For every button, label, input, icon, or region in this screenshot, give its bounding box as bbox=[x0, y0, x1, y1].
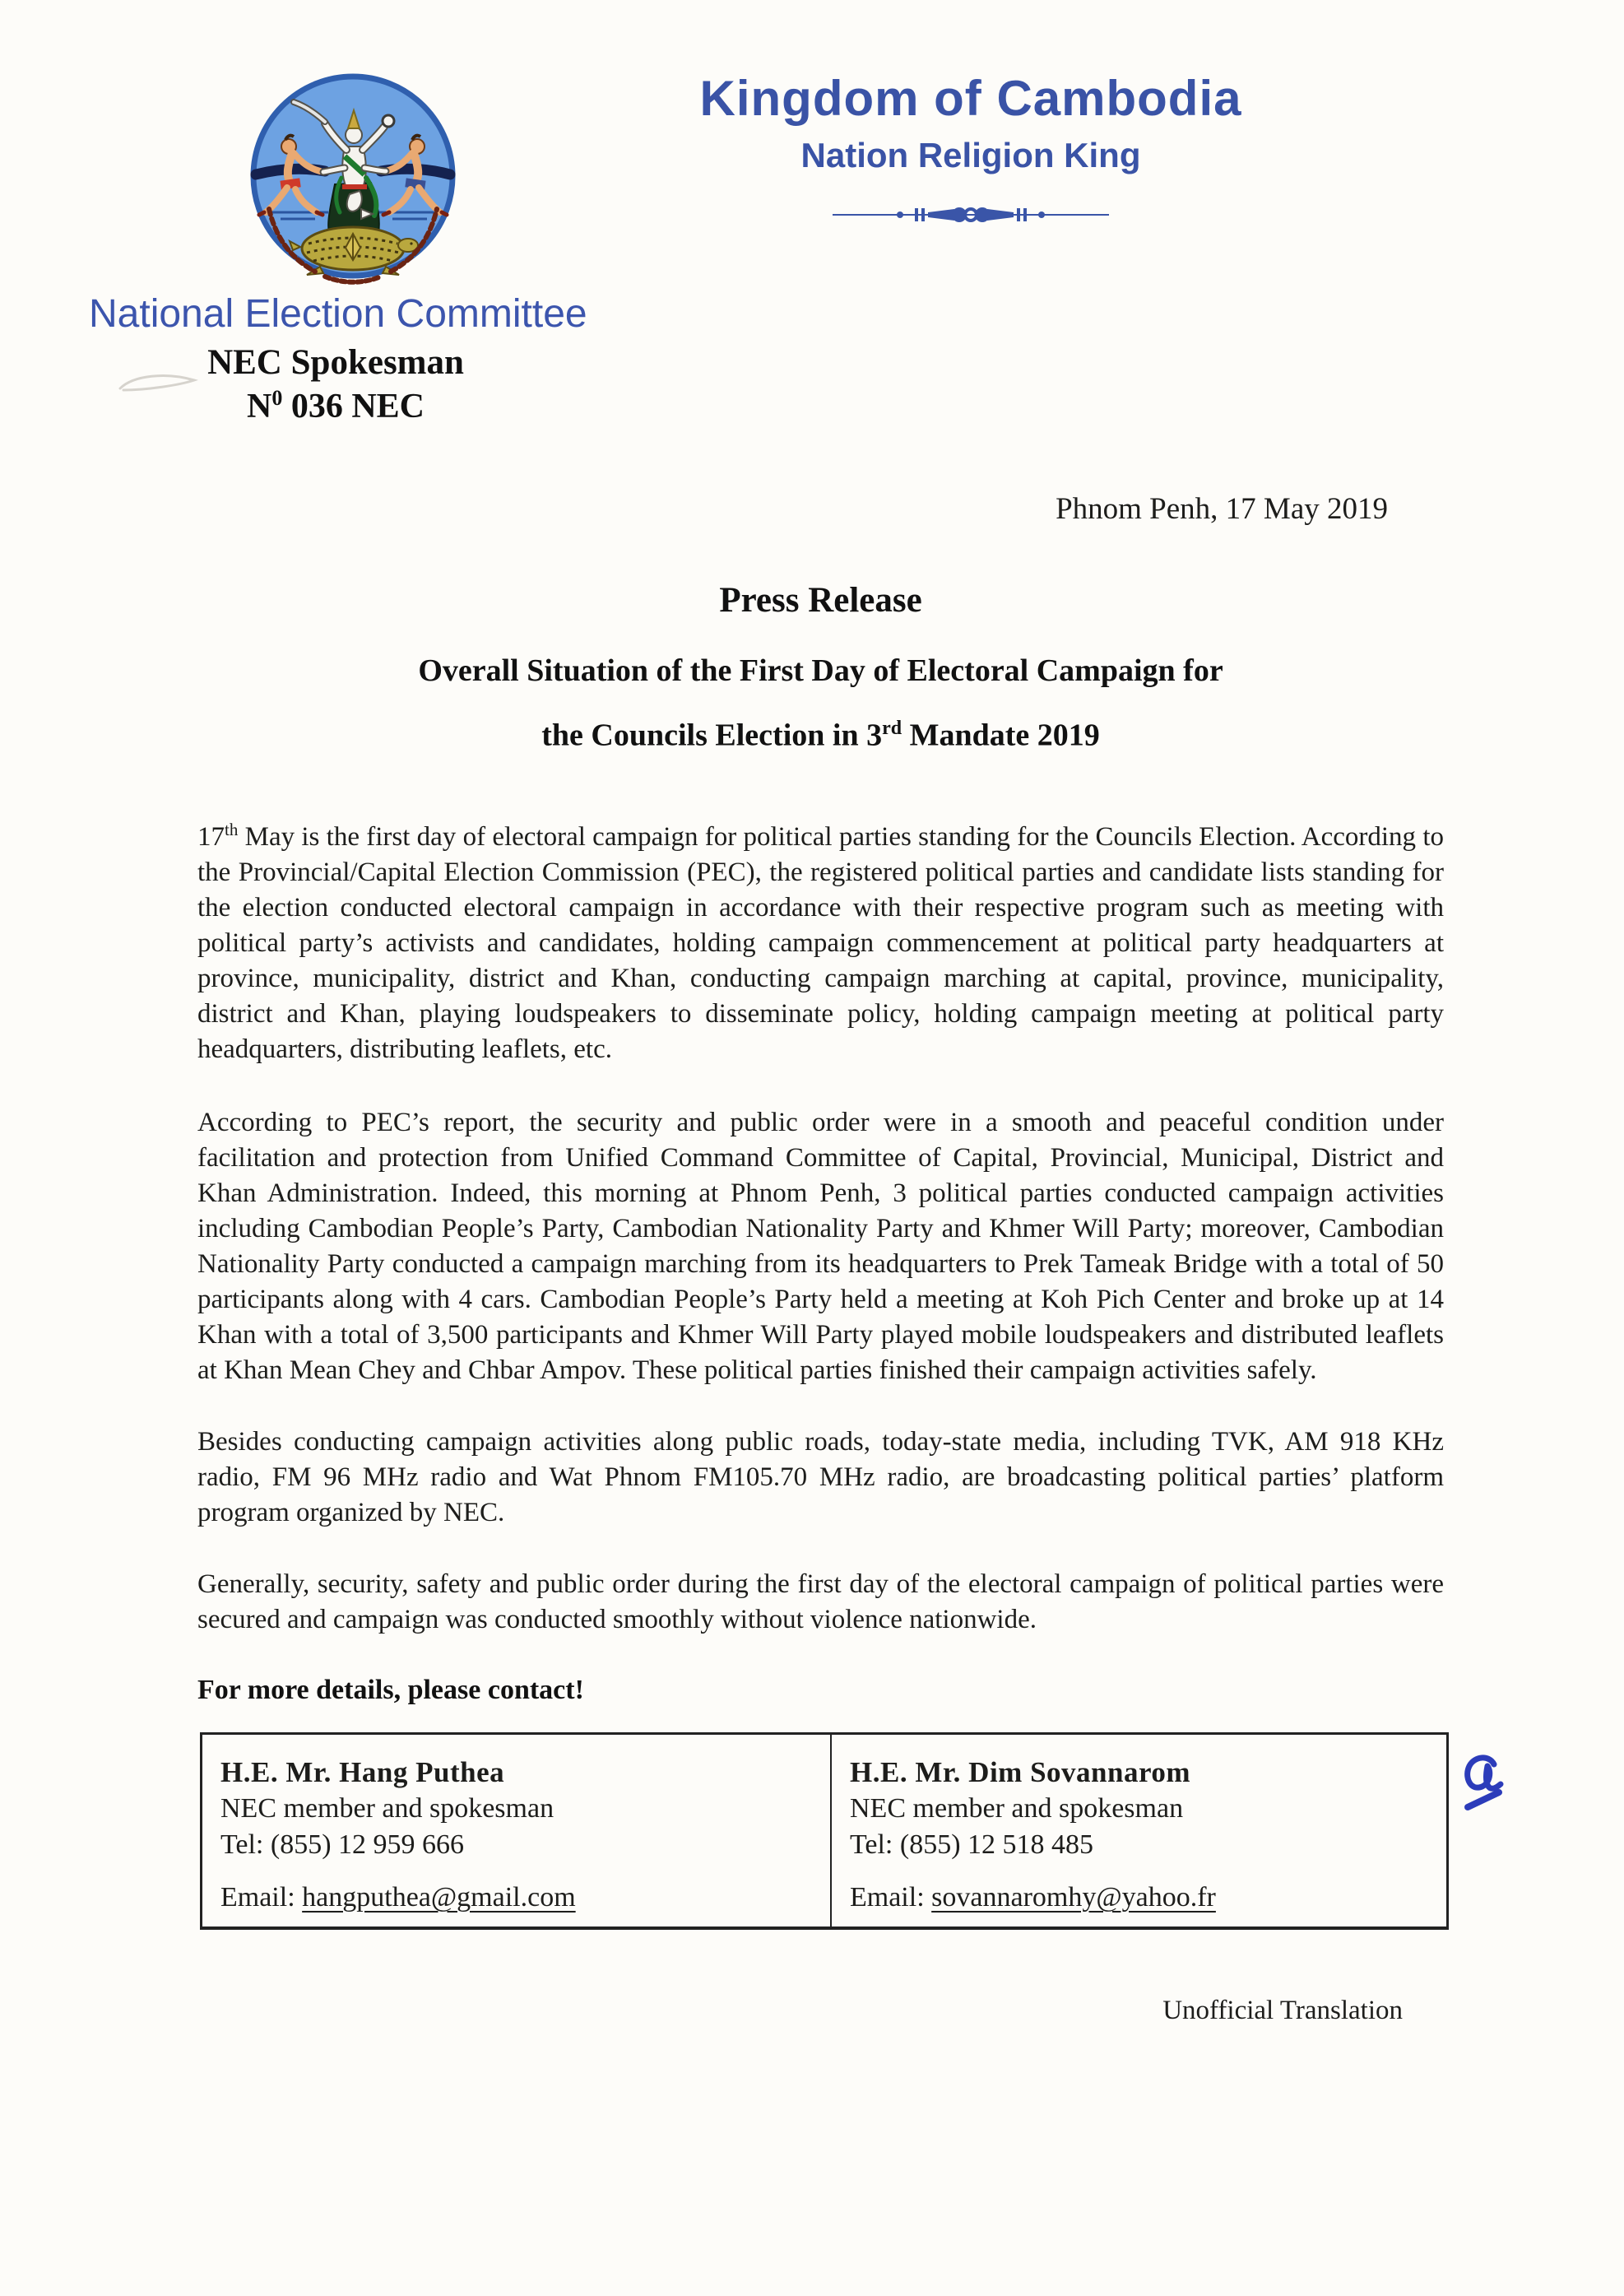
subtitle2-prefix: the Councils Election in 3 bbox=[541, 718, 883, 753]
refno-rest: 036 NEC bbox=[282, 388, 425, 426]
subtitle-line-2 bbox=[197, 709, 1444, 755]
refno-prefix: N bbox=[246, 388, 272, 426]
place-date-line: Phnom Penh, 17 May 2019 bbox=[1056, 492, 1388, 526]
email-label: Email: bbox=[220, 1881, 303, 1913]
contact-name: H.E. Mr. Hang Puthea bbox=[220, 1755, 505, 1788]
signature-initials bbox=[1451, 1751, 1510, 1820]
email-label: Email: bbox=[850, 1881, 932, 1913]
contact-heading: For more details, please contact! bbox=[197, 1674, 584, 1705]
contact-card-dim-sovannarom bbox=[832, 1735, 1446, 1927]
contact-email-line bbox=[220, 1880, 830, 1916]
p1-superscript: th bbox=[225, 819, 239, 839]
paragraph-2: According to PEC’s report, the security and public order were in a smooth and peaceful condition under facilitation and protection from Unified Command Committee of Capital, Provincial, Municipal, District and Khan Administration. Indeed, this morning at Phnom Penh, 3 political parties conducted campaign activities including Cambodian People’s Party, Cambodian Nationality Party and Khmer Will Party; moreover, Cambodian Nationality Party conducted a campaign marching from its headquarters to Prek Tameak Bridge with a total of 50 participants along with 4 cars. Cambodian People’s Party held a meeting at Koh Pich Center and broke up at 14 Khan with a total of 3,500 participants and Khmer Will Party played mobile loudspeakers and distributed leaflets at Khan Mean Chey and Chbar Ampov. These political parties finished their campaign activities safely. bbox=[197, 1107, 1444, 1385]
national-motto: Nation Religion King bbox=[800, 136, 1141, 174]
email-link[interactable]: hangputhea@gmail.com bbox=[302, 1881, 576, 1913]
paragraph-1 bbox=[197, 812, 1444, 1067]
nec-emblem-logo bbox=[243, 71, 463, 286]
document-title: Press Release bbox=[719, 581, 922, 620]
contact-role: NEC member and spokesman bbox=[220, 1792, 554, 1824]
subtitle-line-1: Overall Situation of the First Day of Electoral Campaign for bbox=[418, 653, 1223, 688]
unofficial-translation-note: Unofficial Translation bbox=[1162, 1995, 1403, 2025]
p1-prefix: 17 bbox=[197, 821, 225, 852]
paragraph-3: Besides conducting campaign activities along public roads, today-state media, including TVK, AM 918 KHz radio, FM 96 MHz radio and Wat Phnom FM105.70 MHz radio, are broadcasting political parties’ platform program organized by NEC. bbox=[197, 1426, 1444, 1527]
contact-table bbox=[200, 1732, 1449, 1930]
document-body bbox=[197, 492, 1444, 2027]
contact-telephone: Tel: (855) 12 959 666 bbox=[220, 1829, 465, 1860]
committee-block bbox=[89, 293, 632, 425]
p1-text: May is the first day of electoral campaign for political parties standing for the Councils Election. According to the Provincial/Capital Election Commission (PEC), the registered political parties and candidate lists standing for the election conducted electoral campaign in accordance with their respective program such as meeting with political party’s activists and candidates, holding campaign commencement at political party headquarters at province, municipality, district and Khan, conducting campaign marching at capital, province, municipality, district and Khan, playing loudspeakers to disseminate policy, holding campaign meeting at political party headquarters, distributing leaflets, etc. bbox=[197, 821, 1444, 1064]
contact-name: H.E. Mr. Dim Sovannarom bbox=[850, 1755, 1191, 1788]
contact-email-line bbox=[850, 1880, 1446, 1916]
subtitle2-suffix: Mandate 2019 bbox=[902, 718, 1100, 753]
contact-role: NEC member and spokesman bbox=[850, 1792, 1184, 1824]
header-block bbox=[642, 72, 1300, 230]
email-link[interactable]: sovannaromhy@yahoo.fr bbox=[931, 1881, 1216, 1913]
ornamental-divider bbox=[642, 203, 1300, 230]
contact-card-hang-puthea bbox=[202, 1735, 832, 1927]
subtitle2-superscript: rd bbox=[882, 718, 902, 739]
contact-telephone: Tel: (855) 12 518 485 bbox=[850, 1829, 1094, 1860]
kingdom-title: Kingdom of Cambodia bbox=[699, 71, 1242, 126]
pencil-mark bbox=[114, 369, 204, 397]
paragraph-4: Generally, security, safety and public order during the first day of the electoral campaign of political parties were secured and campaign was conducted smoothly without violence nationwide. bbox=[197, 1569, 1444, 1634]
spokesman-line: NEC Spokesman bbox=[207, 342, 464, 382]
committee-name: National Election Committee bbox=[89, 292, 587, 336]
refno-superscript: 0 bbox=[271, 386, 283, 411]
